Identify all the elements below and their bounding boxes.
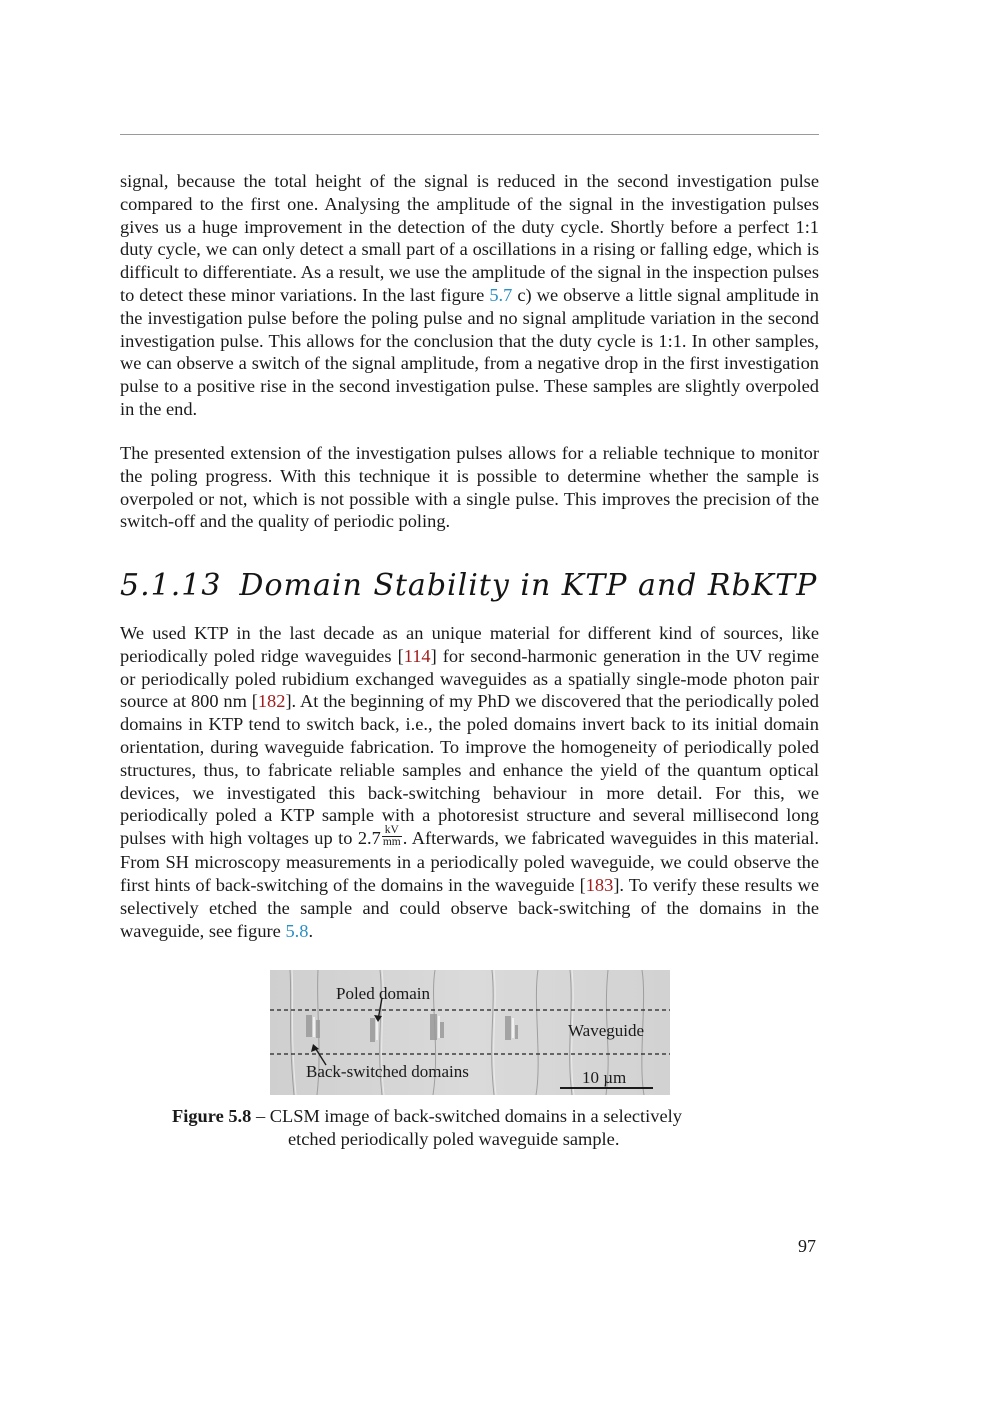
citation-183[interactable]: 183: [585, 875, 614, 896]
header-rule: [120, 134, 819, 135]
paragraph-3-text-e: ]. To verify these results we selectively etched the sample and could observe back-switching of the domains in the waveguide, see figure: [120, 875, 819, 941]
figure-caption: [172, 1105, 772, 1151]
citation-114[interactable]: 114: [403, 645, 431, 666]
figure-caption-text-1: – CLSM image of back-switched domains in a selectively: [251, 1106, 682, 1126]
paragraph-3-text-b: ] for second-harmonic generation in the UV regime or periodically poled rubidium exchanged waveguides as a spatially single-mode photon pair source at 800 nm [: [120, 645, 819, 712]
unit-fraction: [382, 825, 402, 848]
unit-numerator: kV: [382, 825, 402, 837]
paragraph-2: [120, 442, 819, 533]
figure-ref-5-7[interactable]: 5.7: [489, 284, 513, 305]
label-back-switched: Back-switched domains: [306, 1062, 469, 1081]
label-poled-domain: Poled domain: [336, 984, 430, 1003]
paragraph-3-text-a: We used KTP in the last decade as an unique material for different kind of sources, like periodically poled ridge waveguides [: [120, 623, 819, 666]
page-number: 97: [798, 1236, 816, 1256]
paragraph-1-text-a: signal, because the total height of the signal is reduced in the second investigation pulse compared to the first one. Analysing the amplitude of the signal in the investigation pulses gives us a huge improvement in the detection of the duty cycle. Shortly before a perfect 1:1 duty cycle, we can only detect a small part of a oscillations in a rising or falling edge, which is difficult to differentiate. As a result, we use the amplitude of the signal in the inspection pulses to detect these minor variations. In the last figure: [120, 171, 819, 305]
figure-ref-5-8[interactable]: 5.8: [285, 920, 309, 941]
figure-caption-text-2: etched periodically poled waveguide sample.: [288, 1129, 620, 1149]
section-number: 5.1.13: [120, 568, 222, 603]
scale-bar-label: 10 µm: [582, 1068, 627, 1087]
paragraph-1: [120, 170, 819, 421]
paragraph-2-text: The presented extension of the investigation pulses allows for a reliable technique to monitor the poling progress. With this technique it is possible to determine whether the sample is overpoled or not, which is not possible with a single pulse. This improves the precision of the switch-off and the quality of periodic poling.: [120, 443, 819, 532]
citation-182[interactable]: 182: [257, 691, 286, 712]
clsm-image: [270, 970, 670, 1095]
label-waveguide: Waveguide: [568, 1021, 645, 1040]
paragraph-3: [120, 622, 819, 943]
paragraph-3-text-d: . Afterwards, we fabricated waveguides in this material. From SH microscopy measurements in a periodically poled waveguide, we could observe the first hints of back-switching of the domains in the waveguide [: [120, 828, 819, 896]
paragraph-1-text-b: c) we observe a little signal amplitude in the investigation pulse before the poling pulse and no signal amplitude variation in the second investigation pulse. This allows for the conclusion that the duty cycle is 1:1. In other samples, we can observe a switch of the signal amplitude, from a negative drop in the first investigation pulse to a positive rise in the second investigation pulse. These samples are slightly overpoled in the end.: [120, 284, 819, 419]
figure-caption-label: Figure 5.8: [172, 1106, 252, 1126]
section-heading: [120, 568, 817, 603]
section-title: Domain Stability in KTP and RbKTP: [239, 568, 818, 603]
paragraph-3-text-c: ]. At the beginning of my PhD we discovered that the periodically poled domains in KTP tend to switch back, i.e., the poled domains invert back to its initial domain orientation, during waveguide fabrication. To improve the homogeneity of periodically poled structures, thus, to fabricate reliable samples and enhance the yield of the quantum optical devices, we investigated this back-switching behaviour in more detail. For this, we periodically poled a KTP sample with a photoresist structure and several millisecond long pulses with high voltages up to 2.7: [120, 691, 819, 849]
unit-denominator: mm: [382, 836, 401, 849]
clsm-image-drawing: [270, 970, 670, 1095]
paragraph-3-text-f: .: [308, 920, 314, 941]
